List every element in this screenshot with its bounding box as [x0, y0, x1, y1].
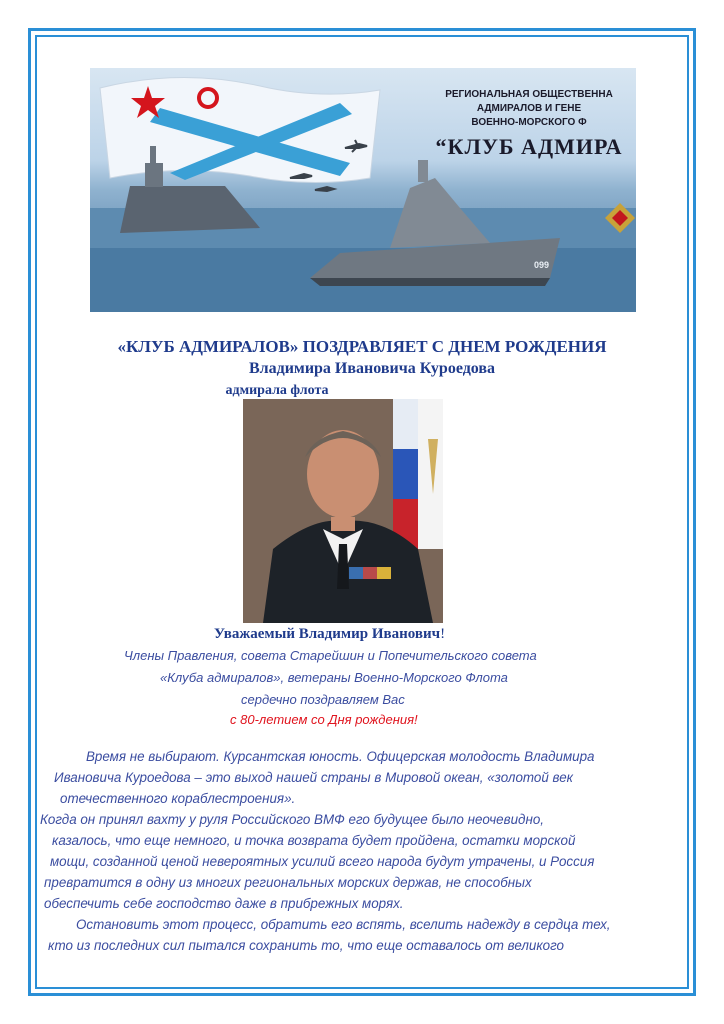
banner-text [414, 88, 636, 162]
honoree-rank: адмирала флота [225, 383, 329, 398]
portrait-photo [243, 399, 443, 623]
club-banner-image [90, 68, 636, 312]
aircraft-carrier [120, 186, 260, 233]
salutation [214, 626, 445, 643]
body-line: превратится в одну из многих региональных морских держав, не способных [44, 875, 532, 890]
body-line: казалось, что еще немного, и точка возврата будет пройдена, остатки морской [52, 833, 576, 848]
body-line: Ивановича Куроедова – это выход нашей страны в Мировой океан, «золотой век [54, 770, 573, 785]
body-line: мощи, созданной ценой невероятных усилий всего народа будут утрачены, и Россия [50, 854, 595, 869]
honoree-name: Владимира Ивановича Куроедова [248, 360, 496, 377]
body-line: обеспечить себе господство даже в прибрежных морях. [44, 896, 404, 911]
body-line: Время не выбирают. Курсантская юность. Офицерская молодость Владимира [86, 749, 595, 764]
hull-number: 099 [534, 260, 550, 270]
banner-org-line3: ВОЕННО-МОРСКОГО Ф [471, 117, 587, 128]
body-line: кто из последних сил пытался сохранить то, что еще оставалось от великого [48, 938, 564, 953]
banner-org-line1: РЕГИОНАЛЬНАЯ ОБЩЕСТВЕННА [445, 89, 613, 100]
body-line: Остановить этот процесс, обратить его вспять, вселить надежду в сердца тех, [76, 917, 611, 932]
banner-title: “КЛУБ АДМИРА [435, 134, 623, 159]
greeting-line3: сердечно поздравляем Вас [241, 692, 405, 707]
greeting-line1: Члены Правления, совета Старейшин и Попечительского совета [124, 648, 537, 663]
banner-org-line2: АДМИРАЛОВ И ГЕНЕ [476, 103, 582, 114]
greeting-line4: с 80-летием со Дня рождения! [230, 712, 418, 727]
congratulations-heading: «КЛУБ АДМИРАЛОВ» ПОЗДРАВЛЯЕТ С ДНЕМ РОЖДЕНИЯ [117, 337, 607, 356]
salutation-exclamation: ! [440, 626, 446, 642]
greeting-line2: «Клуба адмиралов», ветераны Военно-Морского Флота [160, 670, 508, 685]
body-line: Когда он принял вахту у руля Российского ВМФ его будущее было неочевидно, [40, 812, 544, 827]
body-paragraph [40, 746, 680, 956]
salutation-text: Уважаемый Владимир Иванович [214, 626, 441, 642]
body-line: отечественного кораблестроения». [60, 791, 296, 806]
